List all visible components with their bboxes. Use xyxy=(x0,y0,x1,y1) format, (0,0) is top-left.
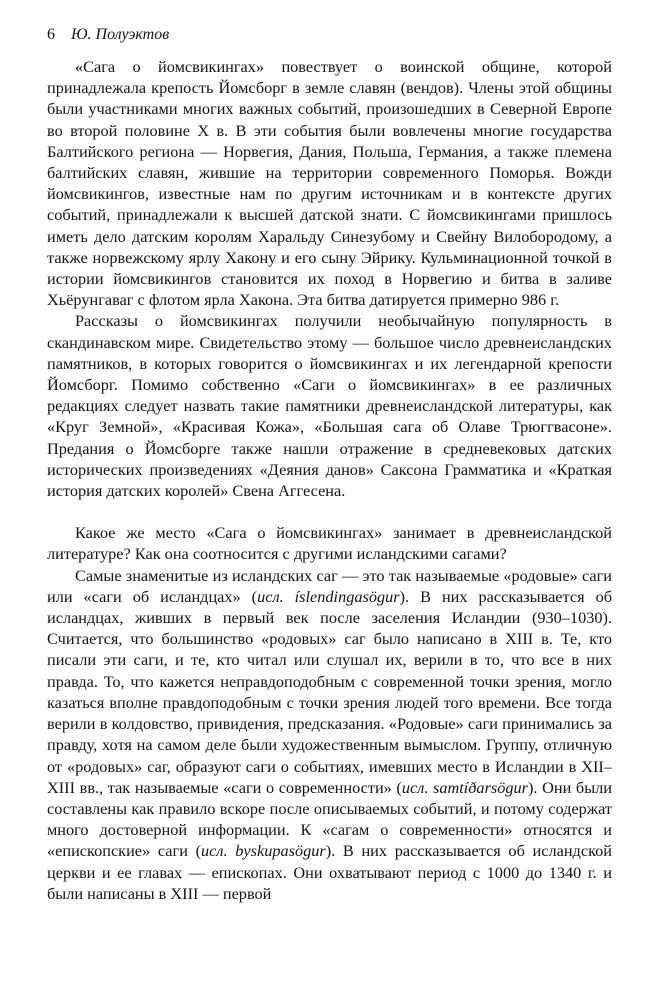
italic-text-segment: исл. byskupasögur xyxy=(201,841,326,861)
paragraph xyxy=(47,56,612,310)
text-segment: Какое же место «Сага о йомсвикингах» занимает в древнеисландской литературе? Как она соотносится с другими исландскими сагами? xyxy=(47,523,612,564)
text-segment: Рассказы о йомсвикингах получили необычайную популярность в скандинавском мире. Свидетельство этому — большое число древнеисландских памятников, в которых говорится о йомсвикингах и их легендарной крепости Йомсборг. Помимо собственно «Саги о йомсвикингах» в ее различных редакциях следует назвать такие памятники древнеисландской литературы, как «Круг Земной», «Красивая Кожа», «Большая сага об Олаве Трюггвасоне». Предания о Йомсборге также нашли отражение в средневековых датских исторических произведениях «Деяния данов» Саксона Грамматика и «Краткая история датских королей» Свена Аггесена. xyxy=(47,311,612,501)
text-segment: «Сага о йомсвикингах» повествует о воинской общине, которой принадлежала крепость Йомсборг в земле славян (вендов). Члены этой общины были участниками многих важных событий, произошедших в Северной Европе во второй половине X в. В эти события были вовлечены многие государства Балтийского региона — Норвегия, Дания, Польша, Германия, а также племена балтийских славян, жившие на территории современного Поморья. Вожди йомсвикингов, известные нам по другим источникам и в контексте других событий, принадлежали к высшей датской знати. С йомсвикингами пришлось иметь дело датским королям Харальду Синезубому и Свейну Вилобородому, а также норвежскому ярлу Хакону и его сыну Эйрику. Кульминационной точкой в истории йомсвикингов становится их поход в Норвегию и битва в заливе Хьёрунгаваг с флотом ярла Хакона. Эта битва датируется примерно 986 г. xyxy=(47,57,612,310)
paragraph xyxy=(47,310,612,501)
text-segment: ). Они были составлены как правило вскоре после описываемых событий, и потому содержат много достоверной информации. К «сагам о современности» относятся и «епископские» саги ( xyxy=(47,777,612,861)
running-head-author: Ю. Полуэктов xyxy=(71,26,170,43)
paragraph xyxy=(47,565,612,904)
text-body xyxy=(47,56,612,904)
italic-text-segment: исл. samtíðarsögur xyxy=(401,777,529,797)
italic-text-segment: исл. íslendingasögur xyxy=(257,586,400,606)
text-segment: Самые знаменитые из исландских саг — это так называемые «родовые» саги или «саги об исландцах» ( xyxy=(47,565,612,606)
text-segment: ). В них рассказывается об исландцах, живших в первый век после заселения Исландии (930–1030). Считается, что большинство «родовых» саг было написано в XIII в. Те, кто писали эти саги, и те, кто читал или слушал их, верили в то, что все в них правда. То, что кажется неправдоподобным с современной точки зрения, могло казаться вполне правдоподобным с точки зрения людей того времени. Все тогда верили в колдовство, привидения, предсказания. «Родовые» саги принимались за правду, хотя на самом деле были художественным вымыслом. Группу, отличную от «родовых» саг, образуют саги о событиях, имевших место в Исландии в XII–XIII вв., так называемые «саги о современности» ( xyxy=(47,586,612,797)
page-number: 6 xyxy=(47,26,55,43)
paragraph xyxy=(47,522,612,564)
text-segment: ). В них рассказывается об исландской церкви и ее главах — епископах. Они охватывают период с 1000 до 1340 г. и были написаны в XIII — первой xyxy=(47,841,613,903)
page-header xyxy=(47,24,612,45)
